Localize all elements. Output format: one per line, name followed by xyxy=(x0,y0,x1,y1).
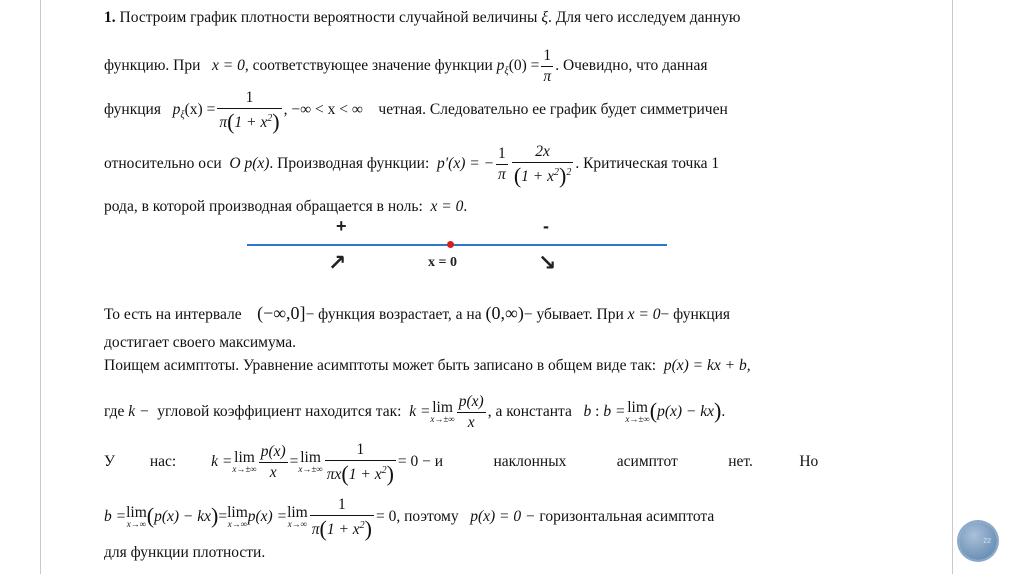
limit xyxy=(126,506,147,529)
lhs: b = xyxy=(104,508,127,526)
pi: π xyxy=(219,114,228,132)
lhs: k = xyxy=(211,453,233,471)
right-margin-line xyxy=(952,0,953,574)
text: . Производная функции: xyxy=(269,155,430,173)
text: , соответствующее значение функции xyxy=(244,57,493,75)
lim-subscript: x→±∞ xyxy=(625,414,650,424)
text: : xyxy=(595,403,600,421)
numerator: 1 xyxy=(337,496,346,513)
exponent: 2 xyxy=(381,465,387,476)
expr: 1 + x xyxy=(348,466,382,484)
equals: = xyxy=(218,508,228,526)
numerator: p(x) xyxy=(260,443,286,461)
exponent: 2 xyxy=(553,167,559,178)
text-line-10 xyxy=(104,440,819,487)
numerator: 1 xyxy=(245,89,254,106)
denominator: $\pi(1 + x^2)$ xyxy=(219,109,280,135)
fraction xyxy=(259,442,288,483)
fraction xyxy=(310,495,374,540)
limit xyxy=(227,506,248,529)
math: x = 0 xyxy=(627,306,661,323)
fraction xyxy=(217,88,281,133)
expr: 1 + x xyxy=(326,521,360,539)
expr: 1 + x xyxy=(521,168,554,186)
text: То есть на интервале xyxy=(104,306,242,323)
item-number: 1. xyxy=(104,9,116,26)
text-line-8 xyxy=(104,356,812,376)
text-line-1 xyxy=(104,8,812,28)
outer-exponent: 2 xyxy=(566,167,572,178)
text-line-2 xyxy=(104,46,812,87)
lim-subscript: x→±∞ xyxy=(232,464,257,475)
denominator: x xyxy=(457,412,486,433)
text: . Очевидно, что данная xyxy=(555,57,708,75)
text: . xyxy=(721,403,726,421)
denominator: $(1 + x^2)^2$ xyxy=(513,163,572,189)
text-line-7 xyxy=(104,333,812,353)
text: − функция возрастает, а на xyxy=(305,306,482,323)
formula-b-computed: b =lim x→∞ (p(x) − kx)=lim x→∞ p(x) =lim x→∞ $\frac{1}{\pi(1 + x^2)}$ = 0 xyxy=(104,496,397,542)
p-symbol: p xyxy=(172,101,181,119)
fraction-2 xyxy=(512,142,574,187)
lim-subscript: x→∞ xyxy=(126,519,147,530)
text: относительно оси xyxy=(104,155,222,173)
text: достигает своего максимума. xyxy=(104,334,296,351)
text: рода, в которой производная обращается в ноль: xyxy=(104,198,423,215)
limit xyxy=(232,451,256,474)
equals: = xyxy=(289,453,299,471)
page-number-badge xyxy=(959,522,997,560)
text: Построим график плотности вероятности случайной величины xyxy=(119,9,538,26)
text: Поищем асимптоты. Уравнение асимптоты может быть записано в общем виде так: xyxy=(104,357,657,374)
lim-subscript: x→±∞ xyxy=(430,414,455,424)
interval-2: (0,∞) xyxy=(485,303,524,323)
argument: (0) = xyxy=(508,57,540,75)
expr: p(x) = xyxy=(247,508,288,526)
text-line-6 xyxy=(104,303,812,325)
expr: p(x) − kx xyxy=(657,403,715,421)
exponent: 2 xyxy=(267,113,273,124)
text: где xyxy=(104,403,125,421)
text: для функции плотности. xyxy=(104,544,266,561)
math-condition: x = 0 xyxy=(212,57,245,75)
minus-sign: - xyxy=(543,216,549,236)
lhs: b = xyxy=(603,403,626,421)
text: асимптот xyxy=(616,453,678,471)
text-line-12 xyxy=(104,543,812,563)
expr: 1 + x xyxy=(234,114,268,132)
lim-word: lim xyxy=(234,449,255,467)
pi: π xyxy=(311,521,320,539)
limit xyxy=(298,451,322,474)
numerator: 1 xyxy=(543,47,552,64)
text: , а константа xyxy=(487,403,572,421)
text: У xyxy=(104,453,115,471)
text: . Критическая точка 1 xyxy=(575,155,720,173)
numerator: 2x xyxy=(535,143,550,160)
critical-point-dot xyxy=(447,241,454,248)
denominator: x xyxy=(259,462,288,483)
formula-derivative xyxy=(437,143,575,189)
subscript: ξ xyxy=(504,66,509,78)
text-line-4 xyxy=(104,142,812,187)
lim-word: lim xyxy=(287,504,308,522)
text: − убывает. При xyxy=(523,306,624,323)
fraction xyxy=(541,46,553,87)
text-line-9 xyxy=(104,392,812,433)
text: Но xyxy=(799,453,819,471)
text: = 0 − и xyxy=(397,453,444,471)
text: наклонных xyxy=(493,453,567,471)
expr: p(x) − kx xyxy=(154,508,212,526)
text: . xyxy=(463,198,468,215)
numerator: p(x) xyxy=(458,393,484,410)
range: , −∞ < x < ∞ xyxy=(283,101,363,119)
lim-word: lim xyxy=(126,504,147,522)
page-number: 22 xyxy=(983,538,991,545)
exponent: 2 xyxy=(359,520,365,531)
increasing-arrow-icon: ↗ xyxy=(328,250,347,275)
text: нас: xyxy=(149,453,177,471)
lim-word: lim xyxy=(300,449,321,467)
text: − функция xyxy=(660,306,731,323)
xi-symbol: ξ xyxy=(541,9,548,26)
lim-word: lim xyxy=(627,399,648,416)
text: функцию. При xyxy=(104,57,201,75)
lim-word: lim xyxy=(227,504,248,522)
left-margin-line xyxy=(40,0,41,574)
plus-sign: + xyxy=(336,216,347,236)
zero-label: x = 0 xyxy=(428,255,457,270)
interval-1: (−∞,0] xyxy=(257,303,306,323)
formula-density xyxy=(172,89,363,135)
limit xyxy=(287,506,308,529)
argument: (x) = xyxy=(184,101,216,119)
k-symbol: k − xyxy=(128,403,150,421)
number-line xyxy=(247,244,667,246)
denominator: $\pi x(1 + x^2)$ xyxy=(326,461,394,487)
formula-k xyxy=(409,393,488,431)
text: угловой коэффициент находится так: xyxy=(157,403,402,421)
result: = 0 xyxy=(376,508,397,526)
limit xyxy=(430,401,454,424)
lim-subscript: x→±∞ xyxy=(298,464,323,475)
numerator: 1 xyxy=(498,145,506,163)
lhs: k = xyxy=(409,403,431,421)
subscript: ξ xyxy=(180,110,185,122)
fraction-2 xyxy=(325,440,396,485)
numerator: 1 xyxy=(356,441,365,458)
fraction-1 xyxy=(496,144,508,185)
text: . Для чего исследуем данную xyxy=(547,9,741,26)
text-line-3 xyxy=(104,88,812,133)
text-line-5 xyxy=(104,197,812,217)
text: , поэтому xyxy=(396,508,459,526)
math: x = 0 xyxy=(430,198,464,215)
text: нет. xyxy=(728,453,753,471)
lhs: p′(x) = − xyxy=(437,155,495,173)
decreasing-arrow-icon: ↘ xyxy=(538,250,557,275)
text: четная. Следовательно ее график будет симметричен xyxy=(378,101,728,119)
text: функция xyxy=(104,101,161,119)
denominator: π xyxy=(498,166,506,184)
lim-subscript: x→∞ xyxy=(287,519,308,530)
p-symbol: p xyxy=(496,57,505,75)
conclusion: p(x) = 0 − xyxy=(470,508,536,526)
fraction xyxy=(457,392,486,433)
denominator: π xyxy=(543,68,552,85)
formula-p0 xyxy=(496,47,556,85)
text-line-11 xyxy=(104,495,812,540)
formula-b: b = lim x→±∞ (p(x) − kx) xyxy=(603,398,722,424)
asymptote-equation: p(x) = kx + b, xyxy=(663,357,751,374)
denominator: $\pi(1 + x^2)$ xyxy=(311,516,372,542)
limit xyxy=(625,401,649,424)
axis-label: O p(x) xyxy=(229,155,270,173)
lim-word: lim xyxy=(432,399,453,416)
lim-subscript: x→∞ xyxy=(227,519,248,530)
text: горизонтальная асимптота xyxy=(539,508,715,526)
pi-x: πx xyxy=(326,466,342,484)
b-symbol: b xyxy=(583,403,592,421)
